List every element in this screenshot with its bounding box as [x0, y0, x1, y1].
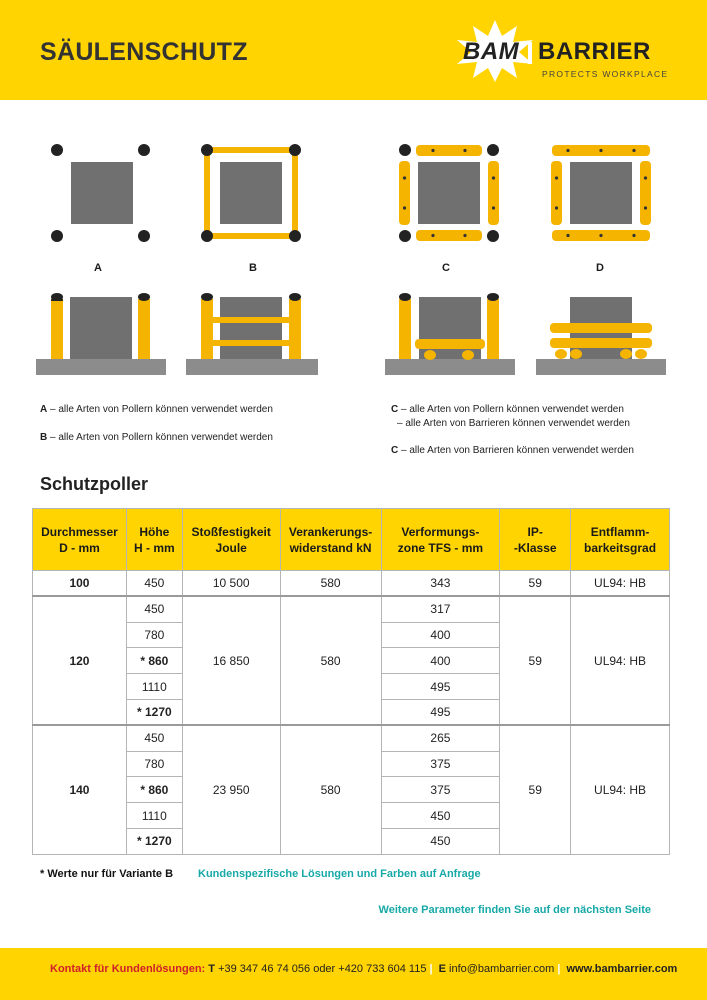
variant-b-side-view — [186, 287, 321, 379]
cell-height: * 860 — [126, 777, 182, 803]
table-body — [33, 571, 670, 855]
variant-a-side-view — [36, 287, 171, 379]
cell-height: * 1270 — [126, 699, 182, 725]
cell-ip-class: 59 — [500, 571, 571, 597]
cell-deformation: 450 — [381, 803, 500, 829]
table-header-row — [33, 509, 670, 571]
phone-prefix: T — [208, 963, 216, 975]
cell-deformation: 400 — [381, 648, 500, 674]
header-bar — [0, 0, 707, 100]
note-c-text: – alle Arten von Pollern können verwendet werden — [398, 404, 624, 415]
cell-anchoring: 580 — [280, 596, 381, 725]
section-title: Schutzpoller — [40, 474, 149, 494]
variant-diagrams — [30, 135, 680, 385]
note-d — [391, 444, 634, 458]
cell-height: * 860 — [126, 648, 182, 674]
cell-anchoring: 580 — [280, 571, 381, 597]
contact-line — [50, 963, 677, 975]
phone-numbers[interactable]: +39 347 46 74 056 oder +420 733 604 115 — [218, 963, 427, 975]
contact-label: Kontakt für Kundenlösungen: — [50, 963, 206, 975]
note-a-text: – alle Arten von Pollern können verwendet werden — [47, 404, 273, 415]
variant-label-b: B — [249, 262, 257, 274]
note-d-letter: C — [391, 445, 399, 456]
header-deformation: Verformungs- zone TFS - mm — [381, 509, 500, 571]
note-b-letter: B — [40, 432, 48, 443]
footnote-variant-b: * Werte nur für Variante B — [40, 868, 174, 880]
email-prefix: E — [438, 963, 446, 975]
logo-bam-text: BAM — [463, 38, 520, 65]
variant-a-top-view — [50, 143, 180, 253]
footer-divider: | — [429, 963, 433, 975]
footer-bar — [0, 948, 707, 1000]
note-c — [391, 403, 630, 431]
variant-b-top-view — [200, 143, 310, 253]
cell-deformation: 343 — [381, 571, 500, 597]
note-c-text-2: – alle Arten von Barrieren können verwendet werden — [397, 418, 630, 429]
logo-divider — [528, 42, 532, 64]
header-height: Höhe H - mm — [126, 509, 182, 571]
cell-deformation: 400 — [381, 622, 500, 648]
cell-impact: 10 500 — [182, 571, 280, 597]
cell-impact: 23 950 — [182, 725, 280, 854]
header-anchoring: Verankerungs- widerstand kN — [280, 509, 381, 571]
cell-height: 1110 — [126, 674, 182, 700]
header-impact: Stoßfestigkeit Joule — [182, 509, 280, 571]
cell-deformation: 495 — [381, 699, 500, 725]
footer-divider: | — [557, 963, 561, 975]
variant-c-top-view — [398, 143, 508, 253]
variant-d-top-view — [550, 143, 660, 253]
variant-label-a: A — [94, 262, 102, 274]
table-row — [33, 725, 670, 751]
cell-deformation: 450 — [381, 828, 500, 854]
cell-deformation: 317 — [381, 596, 500, 622]
header-diameter: Durchmesser D - mm — [33, 509, 127, 571]
header-flammability: Entflamm- barkeitsgrad — [571, 509, 670, 571]
cell-flammability: UL94: HB — [571, 725, 670, 854]
cell-deformation: 265 — [381, 725, 500, 751]
table-row — [33, 596, 670, 622]
note-a-letter: A — [40, 404, 48, 415]
variant-d-side-view — [536, 287, 671, 379]
header-ip-class: IP- -Klasse — [500, 509, 571, 571]
note-d-text: – alle Arten von Barrieren können verwendet werden — [398, 445, 634, 456]
note-c-letter: C — [391, 404, 399, 415]
page-title: SÄULENSCHUTZ — [40, 38, 248, 66]
cell-diameter: 120 — [33, 596, 127, 725]
cell-height: 780 — [126, 751, 182, 777]
cell-deformation: 375 — [381, 777, 500, 803]
cell-ip-class: 59 — [500, 596, 571, 725]
logo-barrier-text: BARRIER — [538, 38, 651, 65]
cell-height: 450 — [126, 571, 182, 597]
more-parameters-note: Weitere Parameter finden Sie auf der nächsten Seite — [378, 904, 651, 916]
cell-impact: 16 850 — [182, 596, 280, 725]
table-row — [33, 571, 670, 597]
variant-label-c: C — [442, 262, 450, 274]
cell-flammability: UL94: HB — [571, 596, 670, 725]
cell-diameter: 100 — [33, 571, 127, 597]
note-b-text: – alle Arten von Pollern können verwendet werden — [47, 432, 273, 443]
cell-deformation: 375 — [381, 751, 500, 777]
variant-label-d: D — [596, 262, 604, 274]
logo-tagline: PROTECTS WORKPLACE — [542, 69, 669, 79]
cell-height: 1110 — [126, 803, 182, 829]
cell-anchoring: 580 — [280, 725, 381, 854]
email-link[interactable]: info@bambarrier.com — [449, 963, 555, 975]
cell-height: * 1270 — [126, 828, 182, 854]
variant-c-side-view — [385, 287, 520, 379]
note-b — [40, 431, 273, 445]
spec-table — [32, 508, 670, 855]
cell-flammability: UL94: HB — [571, 571, 670, 597]
brand-logo — [455, 18, 675, 84]
cell-height: 450 — [126, 596, 182, 622]
cell-height: 780 — [126, 622, 182, 648]
cell-deformation: 495 — [381, 674, 500, 700]
note-a — [40, 403, 273, 417]
cell-height: 450 — [126, 725, 182, 751]
cell-ip-class: 59 — [500, 725, 571, 854]
cell-diameter: 140 — [33, 725, 127, 854]
website-link[interactable]: www.bambarrier.com — [566, 963, 678, 975]
custom-solutions-note: Kundenspezifische Lösungen und Farben auf Anfrage — [198, 868, 481, 880]
